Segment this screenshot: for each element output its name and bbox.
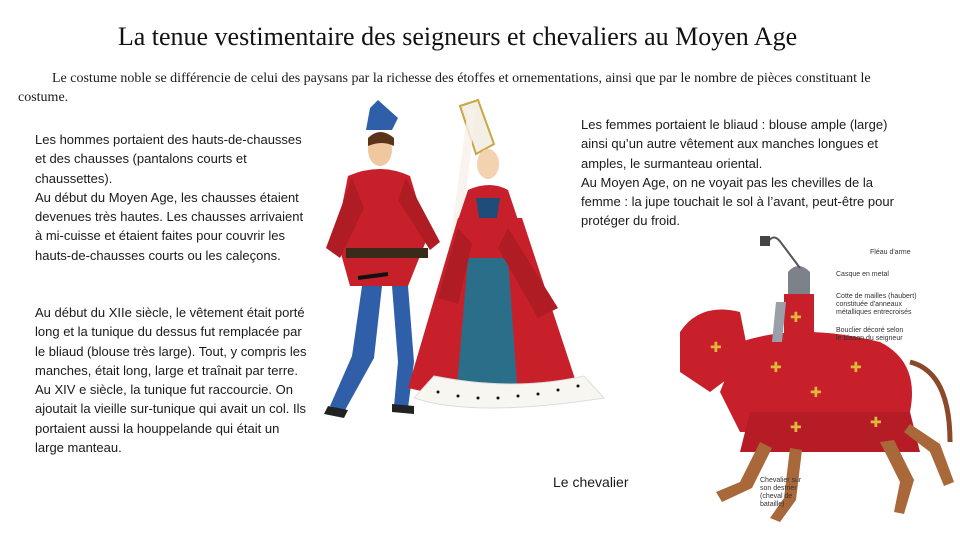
label-helmet: Casque en metal	[836, 271, 889, 278]
men-text: portaient des hauts-de-chausses et des chausses (pantalons courts et chaussettes).	[35, 132, 302, 186]
women-paragraph	[581, 115, 911, 231]
label-mail-1: Cotte de mailles (haubert)	[836, 293, 917, 300]
svg-text:✚: ✚	[710, 339, 722, 355]
intro-paragraph: Le costume noble se différencie de celui des paysans par la richesse des étoffes et ornementations, ainsi que par le nombre de pièces constituant le costume.	[18, 71, 871, 105]
label-horse-1: Chevalier sur	[760, 477, 802, 484]
twelfth-century-text: Au début du XIIe siècle, le vêtement était porté long et la tunique du dessus fut remplacée par le bliaud (blouse très large). Tout, y compris les manches, était long, large et traînait par terre.	[35, 305, 307, 378]
noble-couple-illustration	[318, 98, 630, 420]
warhorse-figure	[680, 310, 954, 523]
svg-text:✚: ✚	[790, 309, 802, 325]
men-paragraph	[35, 130, 305, 265]
knight-caption: Le chevalier	[553, 474, 629, 490]
women-text-2: Au Moyen Age, on ne voyait pas les chevilles de la femme : la jupe touchait le sol à l’avant, peut-être pour protéger du froid.	[581, 174, 894, 229]
armored-knight-figure	[760, 236, 814, 342]
svg-text:✚: ✚	[790, 419, 802, 435]
label-shield-1: Bouclier décoré selon	[836, 327, 904, 334]
svg-text:✚: ✚	[850, 359, 862, 375]
women-text: portaient le bliaud : blouse ample (large) ainsi qu’un autre vêtement aux manches longues et amples, le surmanteau oriental.	[581, 117, 888, 171]
label-mail-2: constituée d'anneaux	[836, 301, 902, 308]
label-horse-3: (cheval de	[760, 493, 793, 500]
label-flail: Fléau d'arme	[870, 249, 911, 256]
page-title: La tenue vestimentaire des seigneurs et chevaliers au Moyen Age	[117, 22, 798, 51]
label-horse-4: bataille)	[760, 501, 785, 508]
men-text-2: Au début du Moyen Age, les chausses étaient devenues très hautes. Les chausses arrivaient à mi-cuisse et étaient faites pour couvrir les hauts-de-chausses courts ou les caleçons.	[35, 189, 304, 263]
svg-text:✚: ✚	[770, 359, 782, 375]
knight-on-horse-illustration	[640, 232, 960, 537]
svg-text:✚: ✚	[810, 384, 822, 400]
label-shield-2: le blason du seigneur	[836, 335, 903, 342]
women-lead: Les femmes	[581, 117, 652, 132]
fourteenth-century-text: Au XIV e siècle, la tunique fut raccourcie. On ajoutait la vieille sur-tunique qui avait un col. Ils portaient aussi la houppelande qui était un large manteau.	[35, 382, 306, 456]
label-horse-2: son destrier	[760, 485, 797, 492]
noblewoman-figure	[408, 100, 604, 408]
twelfth-century-paragraph	[35, 303, 307, 457]
men-lead: Les hommes	[35, 132, 110, 147]
svg-text:✚: ✚	[870, 414, 882, 430]
label-mail-3: métalliques entrecroisés	[836, 309, 912, 316]
